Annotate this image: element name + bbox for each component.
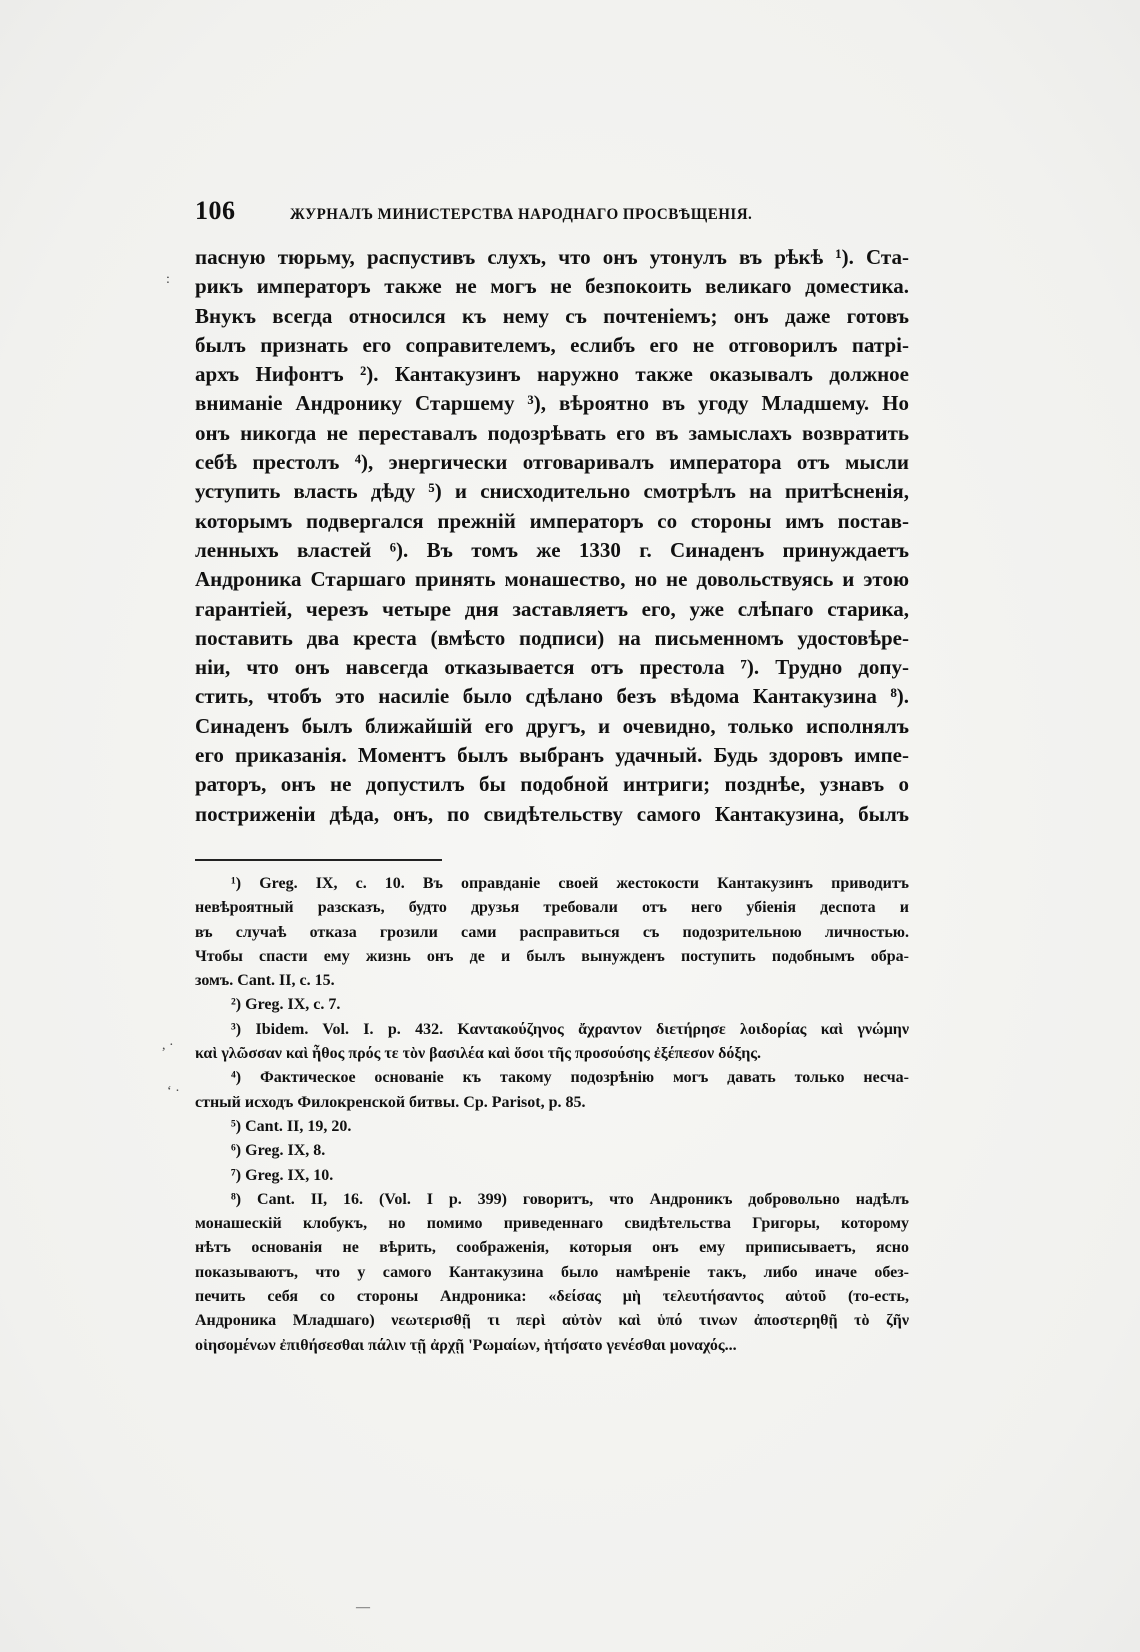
footnote-rule [195, 859, 442, 861]
scan-mark: , · [162, 1038, 174, 1053]
footnote-line: ⁷) Greg. IX, 10. [231, 1166, 334, 1184]
footnote-line: οἰησομένων ἐπιθήσεσθαι πάλιν τῇ ἀρχῇ 'Ρωμαίων, ἠτήσατο γενέσθαι μοναχός... [195, 1336, 737, 1354]
footnotes [195, 872, 909, 1358]
body-line: рикъ императоръ также не могъ не безпокоить великаго доместика. [195, 274, 909, 299]
footnote-line: καὶ γλῶσσαν καὶ ἦθος πρός τε τὸν βασιλέα καὶ ὅσοι τῆς προσούσης ἐξέπεσον δόξης. [195, 1045, 762, 1063]
body-line: былъ признать его соправителемъ, еслибъ его не отговорилъ патрі- [195, 332, 909, 357]
scan-mark: — [356, 1600, 370, 1615]
footnote-line: ⁵) Cant. II, 19, 20. [231, 1117, 352, 1135]
body-line: Внукъ всегда относился къ нему съ почтеніемъ; онъ даже готовъ [195, 303, 909, 328]
scan-mark: : [166, 272, 170, 287]
footnote-line: ⁸) Cant. II, 16. (Vol. I p. 399) говоритъ, что Андроникъ добровольно надѣлъ [231, 1190, 909, 1208]
body-line: раторъ, онъ не допустилъ бы подобной интриги; позднѣе, узнавъ о [195, 772, 909, 797]
page-header [195, 196, 909, 232]
body-text [195, 243, 909, 829]
footnote-line: стный исходъ Филокренской битвы. Ср. Parisot, p. 85. [195, 1093, 586, 1111]
body-line: пасную тюрьму, распустивъ слухъ, что онъ утонулъ въ рѣкѣ ¹). Ста- [195, 245, 909, 269]
footnote-line: показываютъ, что у самого Кантакузина было намѣреніе такъ, либо иначе обез- [195, 1263, 909, 1281]
footnote-line: монашескій клобукъ, но помимо приведеннаго свидѣтельства Григоры, которому [195, 1215, 909, 1233]
body-line: его приказанія. Моментъ былъ выбранъ удачный. Будь здоровъ импе- [195, 743, 909, 768]
footnote-line: ³) Ibidem. Vol. I. p. 432. Καντακούζηνος ἄχραντον διετήρησε λοιδορίας καὶ γνώμην [231, 1020, 909, 1038]
body-line: онъ никогда не переставалъ подозрѣвать его въ замыслахъ возвратить [195, 420, 909, 445]
body-line: гарантіей, черезъ четыре дня заставляетъ его, уже слѣпаго старика, [195, 596, 909, 621]
scan-mark: ‘ · [167, 1084, 180, 1099]
body-line: уступить власть дѣду ⁵) и снисходительно смотрѣлъ на притѣсненія, [195, 479, 909, 504]
body-line: ніи, что онъ навсегда отказывается отъ престола ⁷). Трудно допу- [195, 655, 909, 680]
body-line: себѣ престолъ ⁴), энергически отговаривалъ императора отъ мысли [195, 450, 909, 475]
footnote-line: печить себя со стороны Андроника: «δείσας μὴ τελευτήσαντος αὐτοῦ (то-есть, [195, 1288, 909, 1306]
footnote-line: Андроника Младшаго) νεωτερισθῇ τι περὶ αὐτὸν καὶ ὑπό τινων ἀποστερηθῇ τὸ ζῆν [195, 1312, 909, 1330]
footnote-line: нѣтъ основанія не вѣрить, соображенія, которыя онъ ему приписываетъ, ясно [195, 1239, 909, 1257]
footnote-line: ²) Greg. IX, c. 7. [231, 996, 341, 1014]
page-number: 106 [195, 196, 236, 225]
body-line: стить, чтобъ это насиліе было сдѣлано безъ вѣдома Кантакузина ⁸). [195, 684, 909, 709]
footnote-line: въ случаѣ отказа грозили сами расправиться съ подозрительною личностью. [195, 923, 909, 941]
body-line: вниманіе Андронику Старшему ³), вѣроятно въ угоду Младшему. Но [195, 391, 909, 416]
footnote-line: Чтобы спасти ему жизнь онъ де и былъ вынужденъ поступить подобнымъ обра- [195, 947, 909, 965]
running-title: ЖУРНАЛЪ МИНИСТЕРСТВА НАРОДНАГО ПРОСВѢЩЕНІЯ. [289, 206, 752, 223]
body-line: поставить два креста (вмѣсто подписи) на письменномъ удостовѣре- [195, 625, 909, 650]
footnote-line: ⁴) Фактическое основаніе къ такому подозрѣнію могъ давать только несча- [231, 1069, 909, 1087]
body-line: которымъ подвергался прежній императоръ со стороны имъ постав- [195, 508, 909, 533]
body-line: ленныхъ властей ⁶). Въ томъ же 1330 г. Синаденъ принуждаетъ [195, 537, 909, 562]
footnote-line: ¹) Greg. IX, c. 10. Въ оправданіе своей жестокости Кантакузинъ приводитъ [231, 875, 909, 892]
body-line: Синаденъ былъ ближайшій его другъ, и очевидно, только исполнялъ [195, 713, 909, 738]
footnote-line: невѣроятный разсказъ, будто друзья требовали отъ него убіенія деспота и [195, 899, 909, 917]
body-line: постриженіи дѣда, онъ, по свидѣтельству самого Кантакузина, былъ [195, 801, 909, 826]
body-line: Андроника Старшаго принять монашество, но не довольствуясь и этою [195, 567, 909, 592]
footnote-line: ⁶) Greg. IX, 8. [231, 1142, 326, 1160]
body-line: архъ Нифонтъ ²). Кантакузинъ наружно также оказывалъ должное [195, 362, 909, 387]
footnote-line: зомъ. Cant. II, c. 15. [195, 972, 335, 990]
